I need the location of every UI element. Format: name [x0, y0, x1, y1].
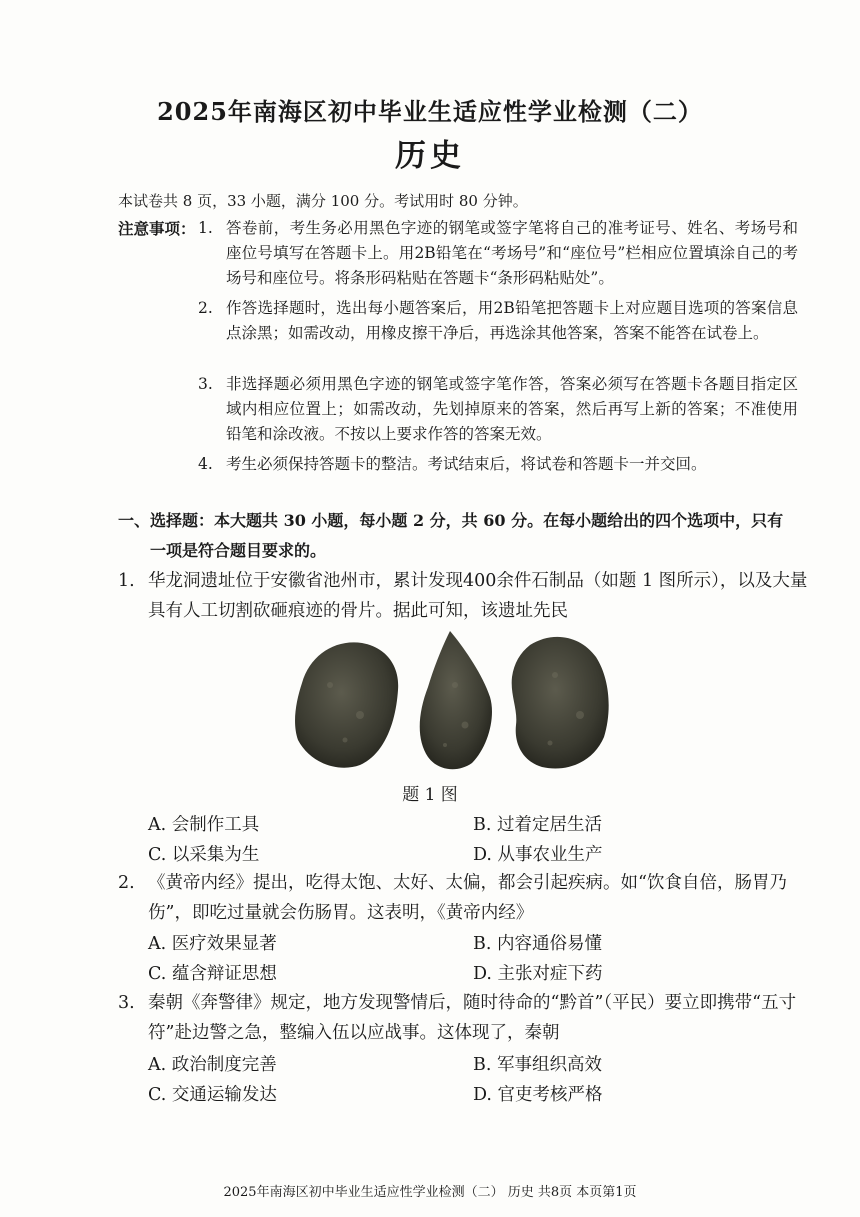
note-item	[198, 296, 798, 346]
option-a[interactable]: A. 政治制度完善	[148, 1055, 277, 1075]
exam-intro: 本试卷共 8 页，33 小题，满分 100 分。考试用时 80 分钟。	[118, 192, 528, 210]
note-number: 3.	[198, 375, 213, 393]
question-number: 1.	[118, 571, 135, 591]
option-b[interactable]: B. 过着定居生活	[473, 815, 602, 835]
option-c[interactable]: C. 蕴含辩证思想	[148, 964, 277, 984]
note-number: 4.	[198, 455, 213, 473]
page-footer: 2025年南海区初中毕业生适应性学业检测（二） 历史 共8页 本页第1页	[223, 1185, 637, 1200]
question-2	[118, 868, 808, 928]
stone-tool-right	[512, 637, 609, 769]
notes-label: 注意事项：	[118, 219, 196, 238]
option-a[interactable]: A. 医疗效果显著	[148, 934, 277, 954]
note-item	[198, 452, 798, 477]
stone-tool-middle	[420, 631, 492, 769]
option-c[interactable]: C. 交通运输发达	[148, 1085, 277, 1105]
question-stem: 《黄帝内经》提出，吃得太饱、太好、太偏，都会引起疾病。如“饮食自倍，肠胃乃伤”，即吃过量就会伤肠胃。这表明，《黄帝内经》	[148, 873, 787, 923]
option-d[interactable]: D. 官吏考核严格	[473, 1085, 603, 1105]
question-number: 3.	[118, 993, 135, 1013]
section-heading-line: 一项是符合题目要求的。	[150, 541, 327, 560]
subject-title: 历史	[395, 138, 465, 174]
question-1	[118, 566, 808, 626]
section-heading	[118, 506, 808, 566]
note-text: 非选择题必须用黑色字迹的钢笔或签字笔作答，答案必须写在答题卡各题目指定区域内相应位置上；如需改动，先划掉原来的答案，然后再写上新的答案；不准使用铅笔和涂改液。不按以上要求作答的答案无效。	[226, 375, 798, 443]
option-a[interactable]: A. 会制作工具	[148, 815, 260, 835]
note-number: 2.	[198, 299, 213, 317]
stone-tool-left	[295, 642, 398, 767]
option-d[interactable]: D. 主张对症下药	[473, 964, 603, 984]
note-text: 考生必须保持答题卡的整洁。考试结束后，将试卷和答题卡一并交回。	[226, 455, 707, 473]
question-stem: 华龙洞遗址位于安徽省池州市，累计发现400余件石制品（如题 1 图所示），以及大量具有人工切割砍砸痕迹的骨片。据此可知，该遗址先民	[148, 571, 808, 621]
option-b[interactable]: B. 内容通俗易懂	[473, 934, 602, 954]
note-text: 作答选择题时，选出每小题答案后，用2B铅笔把答题卡上对应题目选项的答案信息点涂黑；如需改动，用橡皮擦干净后，再选涂其他答案，答案不能答在试卷上。	[226, 299, 798, 342]
question-number: 2.	[118, 873, 135, 893]
note-item	[198, 216, 798, 291]
note-item	[198, 372, 798, 447]
option-d[interactable]: D. 从事农业生产	[473, 845, 603, 865]
question-stem: 秦朝《奔警律》规定，地方发现警情后，随时待命的“黔首”（平民）要立即携带“五寸符”赴边警之急，整编入伍以应战事。这体现了，秦朝	[148, 993, 797, 1043]
question-3	[118, 988, 808, 1048]
note-text: 答卷前，考生务必用黑色字迹的钢笔或签字笔将自己的准考证号、姓名、考场号和座位号填写在答题卡上。用2B铅笔在“考场号”和“座位号”栏相应位置填涂自己的考场号和座位号。将条形码粘贴在答题卡“条形码粘贴处”。	[226, 219, 798, 287]
figure-caption: 题 1 图	[402, 785, 458, 805]
option-b[interactable]: B. 军事组织高效	[473, 1055, 602, 1075]
option-c[interactable]: C. 以采集为生	[148, 845, 260, 865]
exam-title: 2025年南海区初中毕业生适应性学业检测（二）	[157, 97, 703, 126]
section-heading-line: 一、选择题：本大题共 30 小题，每小题 2 分，共 60 分。在每小题给出的四个选项中，只有	[118, 511, 784, 530]
note-number: 1.	[198, 219, 213, 237]
stone-tools-photo	[290, 625, 620, 775]
